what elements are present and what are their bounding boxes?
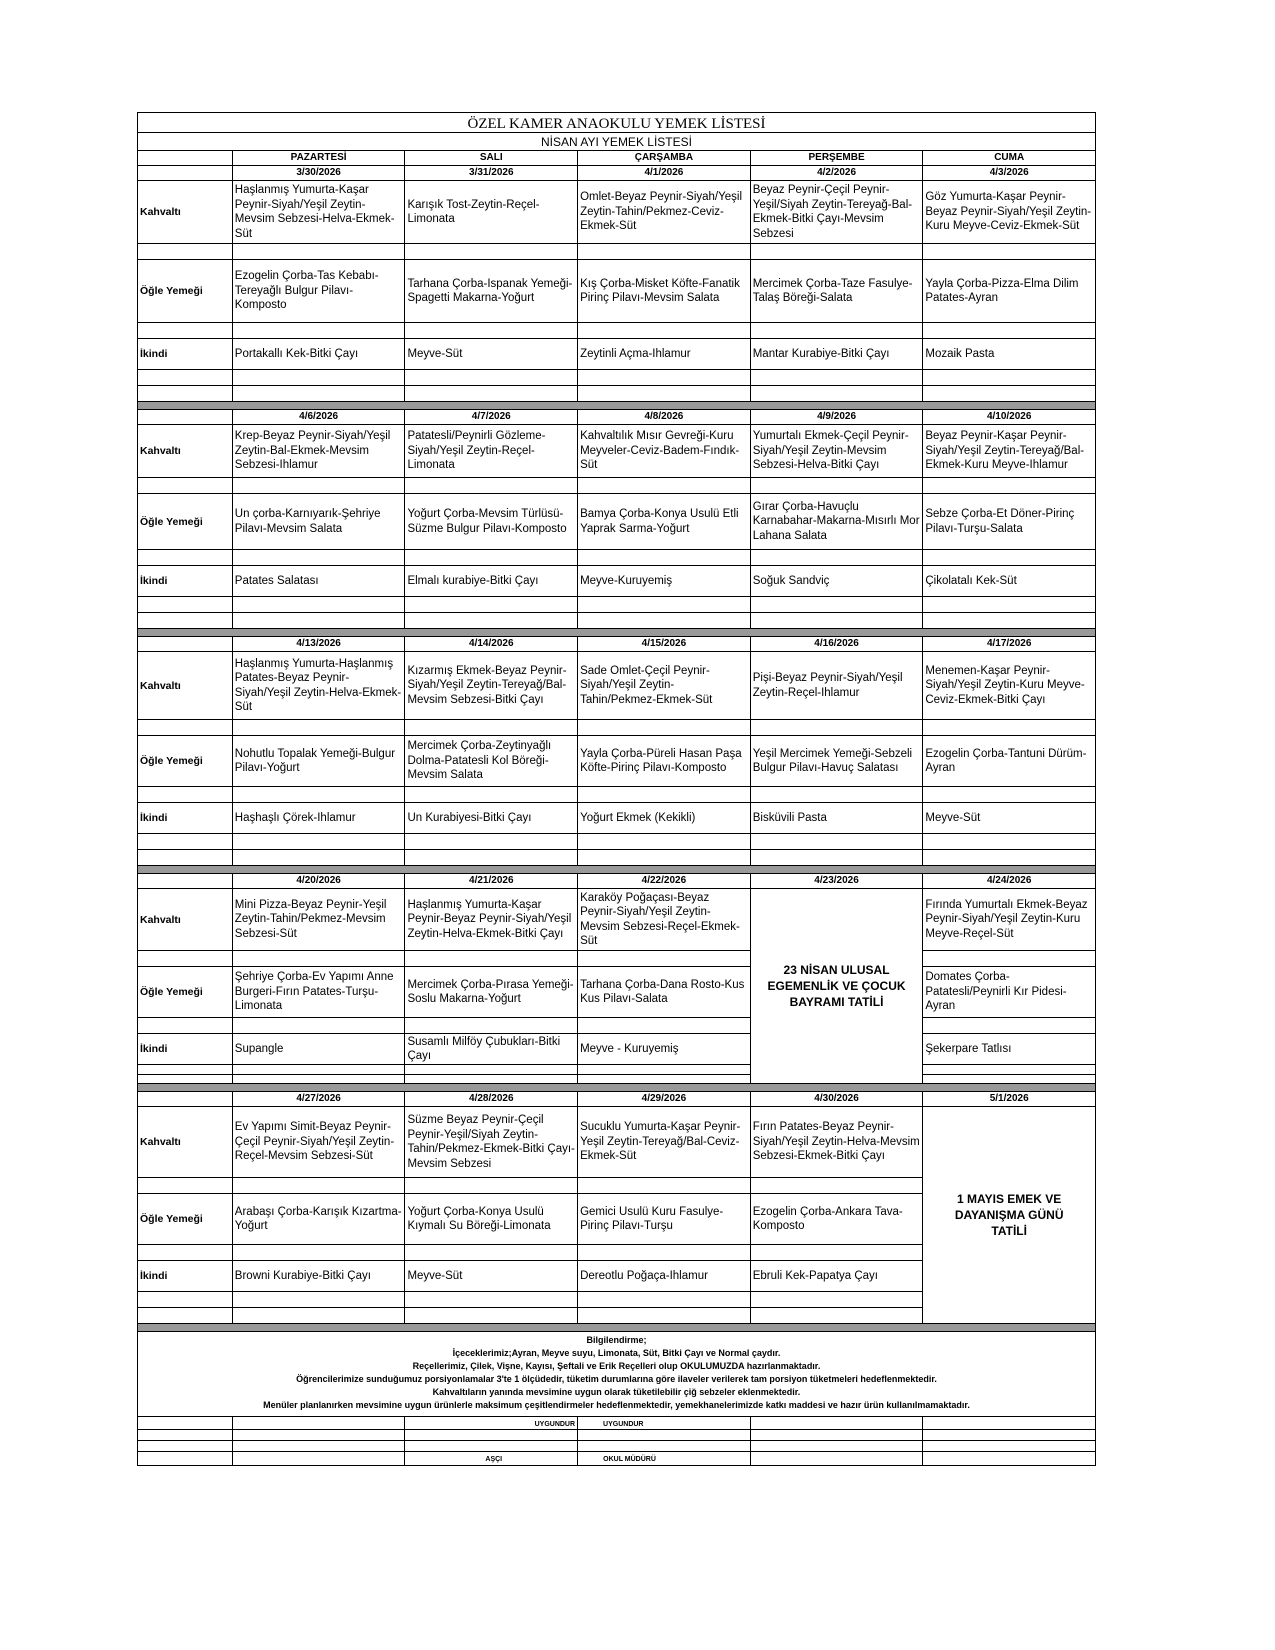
lunch-cell-friday: Sebze Çorba-Et Döner-Pirinç Pilavı-Turşu-Salata	[925, 508, 1075, 535]
snack-cell-thursday: Mantar Kurabiye-Bitki Çayı	[752, 347, 890, 360]
lunch-cell-thursday: Ezogelin Çorba-Ankara Tava-Komposto	[752, 1205, 903, 1232]
holiday-text: 1 MAYIS EMEK VE DAYANIŞMA GÜNÜ TATİLİ	[954, 1192, 1064, 1238]
lunch-cell-friday: Ezogelin Çorba-Tantuni Dürüm-Ayran	[925, 747, 1087, 774]
date-cell-thursday: 4/9/2026	[751, 410, 924, 424]
snack-cell-thursday: Bisküvili Pasta	[752, 811, 827, 824]
breakfast-cell-friday: Göz Yumurta-Kaşar Peynir-Beyaz Peynir-Siyah/Yeşil Zeytin-Kuru Meyve-Ceviz-Ekmek-Süt	[925, 191, 1092, 233]
snack-cell-wednesday: Zeytinli Açma-Ihlamur	[580, 347, 691, 360]
date-cell-friday: 4/24/2026	[986, 875, 1032, 886]
date-cell-friday: 5/1/2026	[989, 1093, 1029, 1104]
snack-cell-friday: Şekerpare Tatlısı	[925, 1042, 1012, 1055]
day-header-monday: PAZARTESİ	[233, 151, 406, 165]
lunch-cell-wednesday: Kış Çorba-Misket Köfte-Fanatik Pirinç Pilavı-Mevsim Salata	[580, 277, 740, 304]
snack-cell-wednesday: Meyve-Kuruyemiş	[580, 574, 673, 587]
breakfast-cell-wednesday: Omlet-Beyaz Peynir-Siyah/Yeşil Zeytin-Tahin/Pekmez-Ceviz-Ekmek-Süt	[580, 191, 742, 233]
meal-label-lunch: Öğle Yemeği	[140, 1213, 203, 1225]
date-cell-tuesday: 3/31/2026	[405, 166, 578, 180]
approval-label: UYGUNDUR	[578, 1417, 751, 1429]
breakfast-cell-tuesday: Haşlanmış Yumurta-Kaşar Peynir-Beyaz Peynir-Siyah/Yeşil Zeytin-Helva-Ekmek-Bitki Çayı	[407, 898, 572, 940]
breakfast-cell-monday: Krep-Beyaz Peynir-Siyah/Yeşil Zeytin-Bal-Ekmek-Mevsim Sebzesi-Ihlamur	[234, 430, 391, 472]
lunch-cell-tuesday: Mercimek Çorba-Pırasa Yemeği-Soslu Makarna-Yoğurt	[407, 978, 574, 1005]
week-separator	[138, 1324, 1095, 1332]
snack-cell-tuesday: Susamlı Milföy Çubukları-Bitki Çayı	[407, 1035, 561, 1062]
snack-cell-tuesday: Un Kurabiyesi-Bitki Çayı	[407, 811, 532, 824]
meal-label-lunch: Öğle Yemeği	[140, 515, 203, 528]
lunch-cell-wednesday: Tarhana Çorba-Dana Rosto-Kus Kus Pilavı-Salata	[580, 978, 745, 1005]
week-separator	[138, 629, 1095, 637]
date-cell-friday: 4/10/2026	[986, 411, 1032, 422]
lunch-cell-tuesday: Mercimek Çorba-Zeytinyağlı Dolma-Patatesli Kol Böreği-Mevsim Salata	[407, 740, 552, 782]
meal-label-breakfast: Kahvaltı	[140, 206, 181, 218]
week-block	[138, 866, 1095, 1084]
lunch-cell-monday: Şehriye Çorba-Ev Yapımı Anne Burgeri-Fırın Patates-Turşu-Limonata	[234, 971, 394, 1013]
breakfast-cell-friday: Menemen-Kaşar Peynir-Siyah/Yeşil Zeytin-Kuru Meyve-Ceviz-Ekmek-Bitki Çayı	[925, 664, 1085, 706]
week-body	[138, 889, 1095, 1084]
date-cell-wednesday: 4/8/2026	[578, 410, 751, 424]
holiday-text: 23 NİSAN ULUSAL EGEMENLİK VE ÇOCUK BAYRAMI TATİLİ	[767, 963, 906, 1009]
breakfast-cell-wednesday: Kahvaltılık Mısır Gevreği-Kuru Meyveler-Ceviz-Badem-Fındık-Süt	[580, 430, 740, 472]
date-cell-monday: 4/27/2026	[233, 1092, 406, 1106]
info-heading: Bilgilendirme;	[586, 1335, 647, 1345]
week-body	[138, 652, 1095, 866]
lunch-cell-monday: Ezogelin Çorba-Tas Kebabı-Tereyağlı Bulgur Pilavı-Komposto	[234, 270, 379, 312]
snack-cell-monday: Patates Salatası	[234, 574, 319, 587]
breakfast-cell-tuesday: Karışık Tost-Zeytin-Reçel-Limonata	[407, 198, 540, 225]
snack-cell-monday: Supangle	[234, 1042, 284, 1055]
breakfast-cell-wednesday: Sade Omlet-Çeçil Peynir-Siyah/Yeşil Zeytin-Tahin/Pekmez-Ekmek-Süt	[580, 664, 713, 706]
meal-label-snack: İkindi	[140, 1270, 168, 1282]
breakfast-cell-monday: Haşlanmış Yumurta-Kaşar Peynir-Siyah/Yeşil Zeytin-Mevsim Sebzesi-Helva-Ekmek-Süt	[234, 184, 395, 240]
weeks-container	[138, 166, 1095, 1332]
lunch-cell-friday: Yayla Çorba-Pizza-Elma Dilim Patates-Ayran	[925, 277, 1079, 304]
snack-cell-tuesday: Meyve-Süt	[407, 1269, 463, 1282]
snack-cell-monday: Haşhaşlı Çörek-Ihlamur	[234, 811, 356, 824]
lunch-cell-wednesday: Bamya Çorba-Konya Usulü Etli Yaprak Sarma-Yoğurt	[580, 508, 739, 535]
breakfast-cell-thursday: Fırın Patates-Beyaz Peynir-Siyah/Yeşil Zeytin-Helva-Mevsim Sebzesi-Ekmek-Bitki Çayı	[752, 1121, 920, 1163]
breakfast-cell-thursday: Beyaz Peynir-Çeçil Peynir-Yeşil/Siyah Zeytin-Tereyağ-Bal-Ekmek-Bitki Çayı-Mevsim Sebzesi	[752, 184, 913, 240]
date-cell-tuesday: 4/28/2026	[405, 1092, 578, 1106]
snack-cell-thursday: Soğuk Sandviç	[752, 574, 830, 587]
day-header-wednesday: ÇARŞAMBA	[578, 151, 751, 165]
date-cell-tuesday: 4/14/2026	[405, 637, 578, 651]
lunch-cell-thursday: Mercimek Çorba-Taze Fasulye-Talaş Böreği-Salata	[752, 277, 913, 304]
lunch-cell-monday: Un çorba-Karnıyarık-Şehriye Pilavı-Mevsim Salata	[234, 508, 381, 535]
date-cell-wednesday: 4/15/2026	[578, 637, 751, 651]
lunch-cell-monday: Nohutlu Topalak Yemeği-Bulgur Pilavı-Yoğurt	[234, 747, 396, 774]
breakfast-cell-monday: Haşlanmış Yumurta-Haşlanmış Patates-Beyaz Peynir-Siyah/Yeşil Zeytin-Helva-Ekmek-Süt	[234, 657, 402, 713]
day-header-row	[138, 151, 1095, 166]
week-separator	[138, 402, 1095, 410]
lunch-cell-thursday: Yeşil Mercimek Yemeği-Sebzeli Bulgur Pilavı-Havuç Salatası	[752, 747, 913, 774]
date-cell-thursday: 4/23/2026	[751, 874, 924, 888]
date-cell-friday: 4/3/2026	[989, 167, 1029, 178]
lunch-cell-tuesday: Yoğurt Çorba-Konya Usulü Kıymalı Su Böreği-Limonata	[407, 1205, 551, 1232]
breakfast-cell-friday: Beyaz Peynir-Kaşar Peynir-Siyah/Yeşil Zeytin-Tereyağ/Bal-Ekmek-Kuru Meyve-Ihlamur	[925, 430, 1085, 472]
snack-cell-wednesday: Dereotlu Poğaça-Ihlamur	[580, 1269, 708, 1282]
menu-sheet	[137, 112, 1096, 1466]
date-cell-monday: 4/13/2026	[233, 637, 406, 651]
snack-cell-monday: Portakallı Kek-Bitki Çayı	[234, 347, 359, 360]
week-block	[138, 1084, 1095, 1324]
date-cell-wednesday: 4/1/2026	[578, 166, 751, 180]
snack-cell-friday: Mozaik Pasta	[925, 347, 995, 360]
date-cell-monday: 3/30/2026	[233, 166, 406, 180]
date-cell-thursday: 4/2/2026	[751, 166, 924, 180]
snack-cell-monday: Browni Kurabiye-Bitki Çayı	[234, 1269, 371, 1282]
breakfast-cell-monday: Mini Pizza-Beyaz Peynir-Yeşil Zeytin-Tahin/Pekmez-Mevsim Sebzesi-Süt	[234, 898, 387, 940]
date-row	[138, 637, 1095, 652]
lunch-cell-friday: Domates Çorba-Patatesli/Peynirli Kır Pidesi-Ayran	[925, 971, 1067, 1013]
principal-signature-label: OKUL MÜDÜRÜ	[578, 1452, 751, 1465]
signature-row-3	[138, 1441, 1095, 1452]
signature-row-4	[138, 1452, 1095, 1465]
week-separator	[138, 1084, 1095, 1092]
breakfast-cell-thursday: Yumurtalı Ekmek-Çeçil Peynir-Siyah/Yeşil Zeytin-Mevsim Sebzesi-Helva-Bitki Çayı	[752, 430, 909, 472]
meal-label-lunch: Öğle Yemeği	[140, 285, 203, 297]
breakfast-cell-friday: Fırında Yumurtalı Ekmek-Beyaz Peynir-Siyah/Yeşil Zeytin-Kuru Meyve-Reçel-Süt	[925, 898, 1088, 940]
title-row	[138, 113, 1095, 133]
breakfast-cell-thursday: Pişi-Beyaz Peynir-Siyah/Yeşil Zeytin-Reçel-Ihlamur	[752, 672, 903, 699]
approval-label: UYGUNDUR	[405, 1417, 578, 1429]
meal-label-breakfast: Kahvaltı	[140, 1136, 181, 1148]
week-body	[138, 425, 1095, 629]
meal-label-snack: İkindi	[140, 812, 168, 824]
breakfast-cell-tuesday: Kızarmış Ekmek-Beyaz Peynir-Siyah/Yeşil Zeytin-Tereyağ/Bal-Mevsim Sebzesi-Bitki Çayı	[407, 664, 567, 706]
meal-label-breakfast: Kahvaltı	[140, 913, 181, 926]
holiday-cell	[923, 1107, 1095, 1323]
date-row	[138, 410, 1095, 425]
week-body	[138, 181, 1095, 402]
date-cell-thursday: 4/16/2026	[751, 637, 924, 651]
signature-row-1	[138, 1417, 1095, 1430]
week-body	[138, 1107, 1095, 1324]
week-block	[138, 629, 1095, 866]
snack-cell-tuesday: Meyve-Süt	[407, 347, 463, 360]
date-cell-monday: 4/6/2026	[233, 410, 406, 424]
day-header-tuesday: SALI	[405, 151, 578, 165]
week-block	[138, 402, 1095, 629]
info-line: İçeceklerimiz;Ayran, Meyve suyu, Limonata, Süt, Bitki Çayı ve Normal çaydır.	[452, 1348, 781, 1358]
info-block	[138, 1332, 1095, 1416]
date-row	[138, 166, 1095, 181]
date-cell-thursday: 4/30/2026	[751, 1092, 924, 1106]
date-cell-wednesday: 4/22/2026	[578, 874, 751, 888]
breakfast-cell-monday: Ev Yapımı Simit-Beyaz Peynir-Çeçil Peynir-Siyah/Yeşil Zeytin-Reçel-Mevsim Sebzesi-Süt	[234, 1121, 395, 1163]
day-header-thursday: PERŞEMBE	[751, 151, 924, 165]
lunch-cell-monday: Arabaşı Çorba-Karışık Kızartma-Yoğurt	[234, 1205, 402, 1232]
breakfast-cell-wednesday: Sucuklu Yumurta-Kaşar Peynir-Yeşil Zeytin-Tereyağ/Bal-Ceviz-Ekmek-Süt	[580, 1121, 741, 1163]
page-subtitle: NİSAN AYI YEMEK LİSTESİ	[541, 135, 692, 149]
page-title: ÖZEL KAMER ANAOKULU YEMEK LİSTESİ	[467, 116, 766, 132]
info-row	[138, 1332, 1095, 1417]
date-cell-monday: 4/20/2026	[233, 874, 406, 888]
date-row	[138, 1092, 1095, 1107]
date-cell-tuesday: 4/7/2026	[405, 410, 578, 424]
meal-label-breakfast: Kahvaltı	[140, 445, 181, 457]
date-cell-tuesday: 4/21/2026	[405, 874, 578, 888]
snack-cell-friday: Meyve-Süt	[925, 811, 981, 824]
snack-cell-friday: Çikolatalı Kek-Süt	[925, 574, 1017, 587]
meal-label-lunch: Öğle Yemeği	[140, 986, 203, 998]
meal-label-lunch: Öğle Yemeği	[140, 755, 203, 767]
snack-cell-thursday: Ebruli Kek-Papatya Çayı	[752, 1269, 879, 1282]
holiday-cell	[751, 889, 924, 1083]
date-cell-friday: 4/17/2026	[986, 638, 1032, 649]
corner-cell	[138, 151, 233, 165]
week-separator	[138, 866, 1095, 874]
meal-label-snack: İkindi	[140, 348, 168, 360]
lunch-cell-tuesday: Tarhana Çorba-Ispanak Yemeği-Spagetti Makarna-Yoğurt	[407, 277, 573, 304]
breakfast-cell-tuesday: Patatesli/Peynirli Gözleme-Siyah/Yeşil Zeytin-Reçel-Limonata	[407, 430, 546, 472]
signature-row-2	[138, 1430, 1095, 1441]
snack-cell-tuesday: Elmalı kurabiye-Bitki Çayı	[407, 574, 539, 587]
cook-signature-label: AŞÇI	[405, 1452, 578, 1465]
info-line: Öğrencilerimize sunduğumuz porsiyonlamalar 3'te 1 ölçüdedir, tüketim durumlarına göre ilaveler verilerek tam porsiyon tüketmeleri hedeflenmektedir.	[296, 1374, 937, 1384]
date-row	[138, 874, 1095, 889]
info-line: Menüler planlanırken mevsimine uygun ürünlerle maksimum çeşitlendirmeler hedeflenmektedir, yemekhanelerimizde katkı maddesi ve hazır ürün kullanılmamaktadır.	[263, 1400, 970, 1410]
info-line: Reçellerimiz, Çilek, Vişne, Kayısı, Şeftali ve Erik Reçelleri olup OKULUMUZDA hazırlanmaktadır.	[412, 1361, 821, 1371]
week-block	[138, 166, 1095, 402]
lunch-cell-tuesday: Yoğurt Çorba-Mevsim Türlüsü-Süzme Bulgur Pilavı-Komposto	[407, 508, 567, 535]
lunch-cell-wednesday: Yayla Çorba-Püreli Hasan Paşa Köfte-Pirinç Pilavı-Komposto	[580, 747, 742, 774]
lunch-cell-thursday: Gırar Çorba-Havuçlu Karnabahar-Makarna-Mısırlı Mor Lahana Salata	[752, 500, 920, 542]
snack-cell-wednesday: Meyve - Kuruyemiş	[580, 1042, 679, 1055]
info-line: Kahvaltıların yanında mevsimine uygun olarak tüketilebilir çiğ sebzeler eklenmektedir.	[432, 1387, 801, 1397]
lunch-cell-wednesday: Gemici Usulü Kuru Fasulye-Pirinç Pilavı-Turşu	[580, 1205, 724, 1232]
meal-label-snack: İkindi	[140, 575, 168, 587]
day-header-friday: CUMA	[994, 152, 1025, 163]
subtitle-row	[138, 133, 1095, 151]
snack-cell-wednesday: Yoğurt Ekmek (Kekikli)	[580, 811, 696, 824]
date-cell-wednesday: 4/29/2026	[578, 1092, 751, 1106]
meal-label-snack: İkindi	[140, 1043, 168, 1055]
breakfast-cell-wednesday: Karaköy Poğaçası-Beyaz Peynir-Siyah/Yeşil Zeytin-Mevsim Sebzesi-Reçel-Ekmek-Süt	[580, 891, 740, 947]
meal-label-breakfast: Kahvaltı	[140, 679, 181, 692]
breakfast-cell-tuesday: Süzme Beyaz Peynir-Çeçil Peynir-Yeşil/Siyah Zeytin-Tahin/Pekmez-Ekmek-Bitki Çayı-Mevsim Sebzesi	[407, 1114, 575, 1170]
